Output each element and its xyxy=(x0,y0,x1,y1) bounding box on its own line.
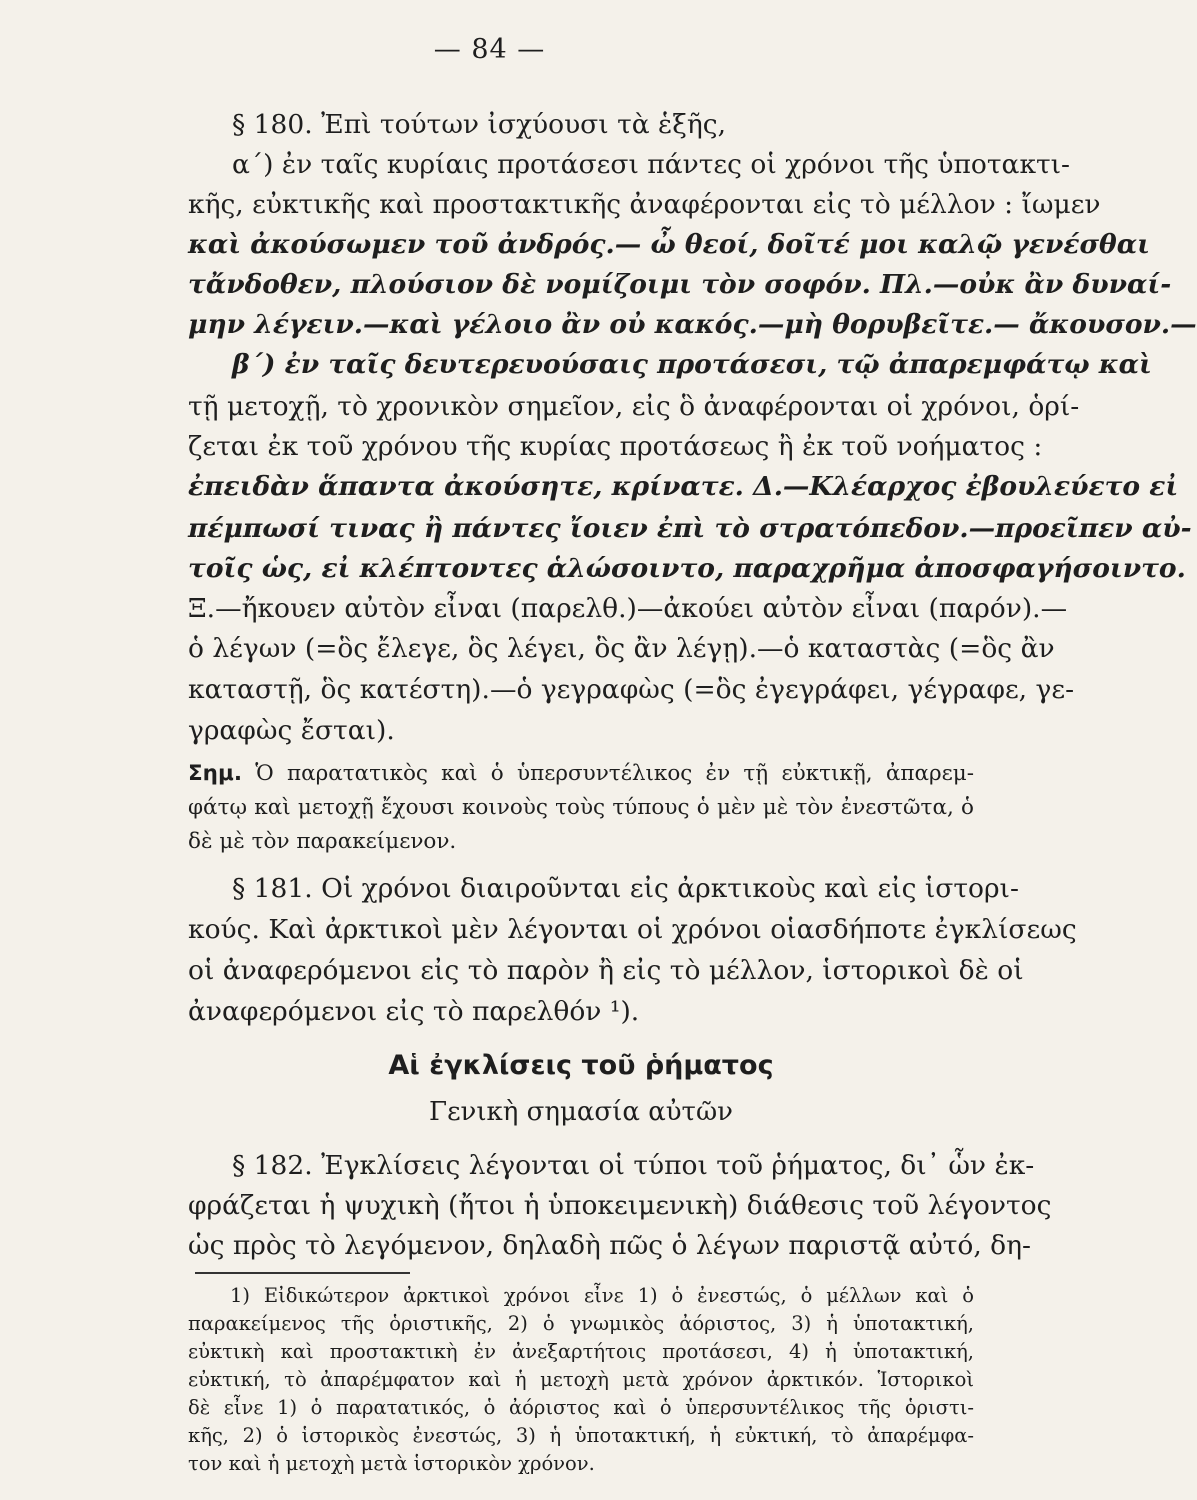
note-label: Σημ. xyxy=(188,761,242,786)
section-181-line: ἀναφερόμενοι εἰς τὸ παρελθόν ¹). xyxy=(188,996,640,1027)
footnote-line: εὐκτική, τὸ ἀπαρέμφατον καὶ ἡ μετοχὴ μετὰ χρόνον ἀρκτικόν. Ἱστορικοὶ xyxy=(188,1368,974,1391)
section-180-line: τῇ μετοχῇ, τὸ χρονικὸν σημεῖον, εἰς ὃ ἀναφέρονται οἱ χρόνοι, ὁρί- xyxy=(188,391,1080,422)
section-182-line: ὡς πρὸς τὸ λεγόμενον, δηλαδὴ πῶς ὁ λέγων παριστᾷ αὐτό, δη- xyxy=(188,1230,1031,1261)
page-number: — 84 — xyxy=(433,34,546,65)
footnote-line: εὐκτικὴ καὶ προστακτικὴ ἐν ἀνεξαρτήτοις προτάσεσι, 4) ἡ ὑποτακτική, xyxy=(188,1340,974,1363)
section-182-line: φράζεται ἡ ψυχικὴ (ἤτοι ἡ ὑποκειμενικὴ) διάθεσις τοῦ λέγοντος xyxy=(188,1190,1052,1221)
section-180-line: γραφὼς ἔσται). xyxy=(188,715,395,746)
section-180-line: β΄) ἐν ταῖς δευτερευούσαις προτάσεσι, τῷ ἀπαρεμφάτῳ καὶ xyxy=(232,349,1152,380)
section-180-line: καταστῇ, ὃς κατέστη).—ὁ γεγραφὼς (=ὃς ἐγεγράφει, γέγραφε, γε- xyxy=(188,674,1075,705)
footnote-rule xyxy=(195,1272,410,1274)
note-line: φάτῳ καὶ μετοχῇ ἔχουσι κοινοὺς τοὺς τύπους ὁ μὲν μὲ τὸν ἐνεστῶτα, ὁ xyxy=(188,795,974,820)
section-180-line: κῆς, εὐκτικῆς καὶ προστακτικῆς ἀναφέρονται εἰς τὸ μέλλον : ἴωμεν xyxy=(188,189,1101,220)
section-180-line: ζεται ἐκ τοῦ χρόνου τῆς κυρίας προτάσεως ἢ ἐκ τοῦ νοήματος : xyxy=(188,431,1043,462)
note-line: Σημ. Ὁ παρατατικὸς καὶ ὁ ὑπερσυντέλικος ἐν τῇ εὐκτικῇ, ἀπαρεμ- xyxy=(188,761,974,786)
section-181-line: § 181. Οἱ χρόνοι διαιροῦνται εἰς ἀρκτικοὺς καὶ εἰς ἱστορι- xyxy=(232,873,1019,904)
section-180-line: πέμπωσί τινας ἢ πάντες ἴοιεν ἐπὶ τὸ στρατόπεδον.—προεῖπεν αὐ- xyxy=(188,513,1192,544)
chapter-subheading: Γενικὴ σημασία αὐτῶν xyxy=(429,1097,733,1127)
section-181-line: κούς. Καὶ ἀρκτικοὶ μὲν λέγονται οἱ χρόνοι οἱασδήποτε ἐγκλίσεως xyxy=(188,914,1077,945)
section-180-line: Ξ.—ἤκουεν αὐτὸν εἶναι (παρελθ.)—ἀκούει αὐτὸν εἶναι (παρόν).— xyxy=(188,593,1068,624)
section-180-line: μην λέγειν.—καὶ γέλοιο ἂν οὐ κακός.—μὴ θορυβεῖτε.— ἄκουσον.— xyxy=(188,309,1197,340)
footnote-line: 1) Εἰδικώτερον ἀρκτικοὶ χρόνοι εἶνε 1) ὁ ἐνεστώς, ὁ μέλλων καὶ ὁ xyxy=(230,1284,974,1307)
footnote-line: τον καὶ ἡ μετοχὴ μετὰ ἱστορικὸν χρόνον. xyxy=(188,1452,595,1475)
section-180-line: ἐπειδὰν ἅπαντα ἀκούσητε, κρίνατε. Δ.—Κλέαρχος ἐβουλεύετο εἰ xyxy=(188,471,1179,502)
section-181-line: οἱ ἀναφερόμενοι εἰς τὸ παρὸν ἢ εἰς τὸ μέλλον, ἱστορικοὶ δὲ οἱ xyxy=(188,955,1024,986)
section-180-line: ὁ λέγων (=ὃς ἔλεγε, ὃς λέγει, ὃς ἂν λέγῃ).—ὁ καταστὰς (=ὃς ἂν xyxy=(188,633,1055,664)
section-180-line: τοῖς ὡς, εἰ κλέπτοντες ἁλώσοιντο, παραχρῆμα ἀποσφαγήσοιντο. xyxy=(188,553,1186,584)
footnote-line: παρακείμενος τῆς ὁριστικῆς, 2) ὁ γνωμικὸς ἀόριστος, 3) ἡ ὑποτακτική, xyxy=(188,1312,974,1335)
section-180-line: τἄνδοθεν, πλούσιον δὲ νομίζοιμι τὸν σοφόν. Πλ.—οὐκ ἂν δυναί- xyxy=(188,269,1172,300)
section-180-line: § 180. Ἐπὶ τούτων ἰσχύουσι τὰ ἑξῆς, xyxy=(232,109,727,140)
footnote-line: κῆς, 2) ὁ ἱστορικὸς ἐνεστώς, 3) ἡ ὑποτακτική, ἡ εὐκτική, τὸ ἀπαρέμφα- xyxy=(188,1424,974,1447)
section-182-line: § 182. Ἐγκλίσεις λέγονται οἱ τύποι τοῦ ῥήματος, δι᾿ ὧν ἐκ- xyxy=(232,1150,1035,1181)
section-180-line: α΄) ἐν ταῖς κυρίαις προτάσεσι πάντες οἱ χρόνοι τῆς ὑποτακτι- xyxy=(232,149,1071,180)
note-line: δὲ μὲ τὸν παρακείμενον. xyxy=(188,829,457,854)
chapter-heading: Αἱ ἐγκλίσεις τοῦ ῥήματος xyxy=(388,1050,774,1081)
section-180-line: καὶ ἀκούσωμεν τοῦ ἀνδρός.— ὦ θεοί, δοῖτέ μοι καλῷ γενέσθαι xyxy=(188,229,1150,260)
footnote-line: δὲ εἶνε 1) ὁ παρατατικός, ὁ ἀόριστος καὶ ὁ ὑπερσυντέλικος τῆς ὁριστι- xyxy=(188,1396,974,1419)
